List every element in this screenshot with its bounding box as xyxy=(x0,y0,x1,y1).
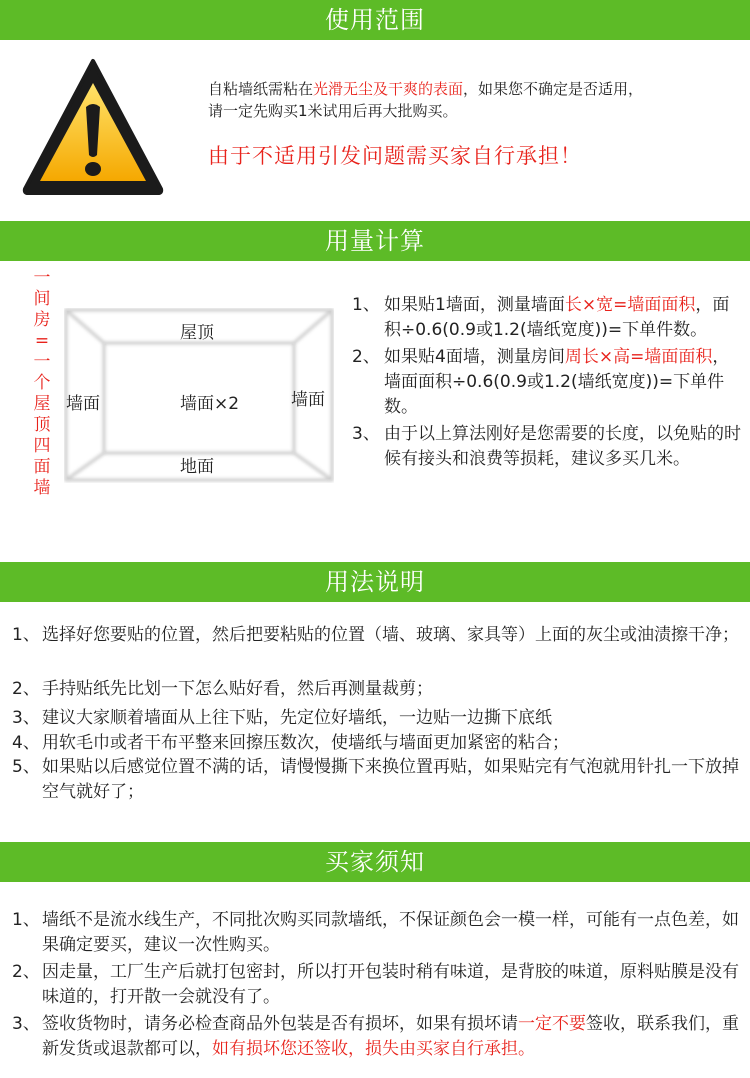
usage-item xyxy=(12,677,747,702)
calc-item xyxy=(352,422,742,472)
calc-item xyxy=(352,345,742,420)
section-title-calc: 用量计算 xyxy=(0,221,750,261)
calc-item-highlight: 长×宽=墙面面积 xyxy=(564,295,696,315)
scope-highlight: 光滑无尘及干爽的表面 xyxy=(313,80,464,98)
section-title-usage: 用法说明 xyxy=(0,562,750,602)
usage-item-text: 用软毛巾或者干布平整来回擦压数次，使墙纸与墙面更加紧密的粘合； xyxy=(42,733,569,753)
scope-text xyxy=(208,78,748,122)
calc-item-highlight: 周长×高=墙面面积 xyxy=(564,347,713,367)
calc-item xyxy=(352,293,742,343)
calc-item-num: 2、 xyxy=(352,347,380,367)
usage-item-num: 5、 xyxy=(12,757,40,777)
usage-item-text: 选择好您要贴的位置，然后把要粘贴的位置（墙、玻璃、家具等）上面的灰尘或油渍擦干净； xyxy=(42,625,739,645)
notice-item-text: 因走量，工厂生产后就打包密封，所以打开包装时稍有味道，是背胶的味道，原料贴膜是没有味道的，打开散一会就没有了。 xyxy=(42,962,739,1007)
notice-item-text-mid: 签收，联系我们，重新发货或退款都可以， xyxy=(42,1014,739,1059)
diagram-floor: 地面 xyxy=(180,457,214,477)
usage-item-num: 3、 xyxy=(12,708,40,728)
diagram-wall-left: 墙面 xyxy=(66,394,100,414)
diagram-ceiling: 屋顶 xyxy=(180,323,214,343)
notice-item xyxy=(12,1012,747,1062)
scope-line1a: 自粘墙纸需粘在 xyxy=(208,80,314,98)
usage-item-num: 2、 xyxy=(12,679,40,699)
calc-item-num: 3、 xyxy=(352,424,380,444)
scope-line2: 请一定先购买1米试用后再大批购买。 xyxy=(208,102,458,120)
diagram-wall-right: 墙面 xyxy=(291,390,325,410)
notice-item-text: 签收货物时，请务必检查商品外包装是否有损坏，如果有损坏请 xyxy=(42,1014,518,1034)
notice-item-num: 1、 xyxy=(12,910,40,930)
notice-item-text: 墙纸不是流水线生产，不同批次购买同款墙纸，不保证颜色会一模一样，可能有一点色差，如果确定要买，建议一次性购买。 xyxy=(42,910,739,955)
notice-item xyxy=(12,908,747,958)
warning-triangle-icon xyxy=(22,57,164,195)
usage-item xyxy=(12,706,747,731)
calc-item-num: 1、 xyxy=(352,295,380,315)
calc-item-text-tail: ，面积÷0.6(0.9或1.2(墙纸宽度))=下单件数。 xyxy=(384,295,730,340)
usage-item xyxy=(12,623,747,648)
section-title-scope: 使用范围 xyxy=(0,0,750,40)
scope-line1c: ，如果您不确定是否适用， xyxy=(463,80,644,98)
calc-item-text: 如果贴1墙面，测量墙面 xyxy=(384,295,565,315)
notice-item xyxy=(12,960,747,1010)
notice-item-warning: 如有损坏您还签收，损失由买家自行承担。 xyxy=(212,1039,535,1059)
section-title-notice: 买家须知 xyxy=(0,842,750,882)
notice-item-highlight: 一定不要 xyxy=(518,1014,586,1034)
notice-item-num: 3、 xyxy=(12,1014,40,1034)
usage-item-num: 4、 xyxy=(12,733,40,753)
calc-list xyxy=(352,293,742,472)
calc-item-text-tail: ，墙面面积÷0.6(0.9或1.2(墙纸宽度))=下单件数。 xyxy=(384,347,730,417)
diagram-wall-center: 墙面×2 xyxy=(180,394,240,414)
usage-item xyxy=(12,755,747,805)
usage-item-text: 建议大家顺着墙面从上往下贴，先定位好墙纸，一边贴一边撕下底纸 xyxy=(42,708,552,728)
vertical-note: 一间房=一个屋顶四面墙 xyxy=(33,268,51,498)
calc-item-text: 由于以上算法刚好是您需要的长度，以免贴的时候有接头和浪费等损耗，建议多买几米。 xyxy=(384,424,741,469)
notice-item-num: 2、 xyxy=(12,962,40,982)
usage-item-text: 手持贴纸先比划一下怎么贴好看，然后再测量裁剪； xyxy=(42,679,433,699)
usage-item-text: 如果贴以后感觉位置不满的话，请慢慢撕下来换位置再贴，如果贴完有气泡就用针扎一下放掉空气就好了； xyxy=(42,757,739,802)
usage-item-num: 1、 xyxy=(12,625,40,645)
scope-warning: 由于不适用引发问题需买家自行承担！ xyxy=(208,144,582,168)
usage-item xyxy=(12,731,747,756)
calc-item-text: 如果贴4面墙，测量房间 xyxy=(384,347,565,367)
